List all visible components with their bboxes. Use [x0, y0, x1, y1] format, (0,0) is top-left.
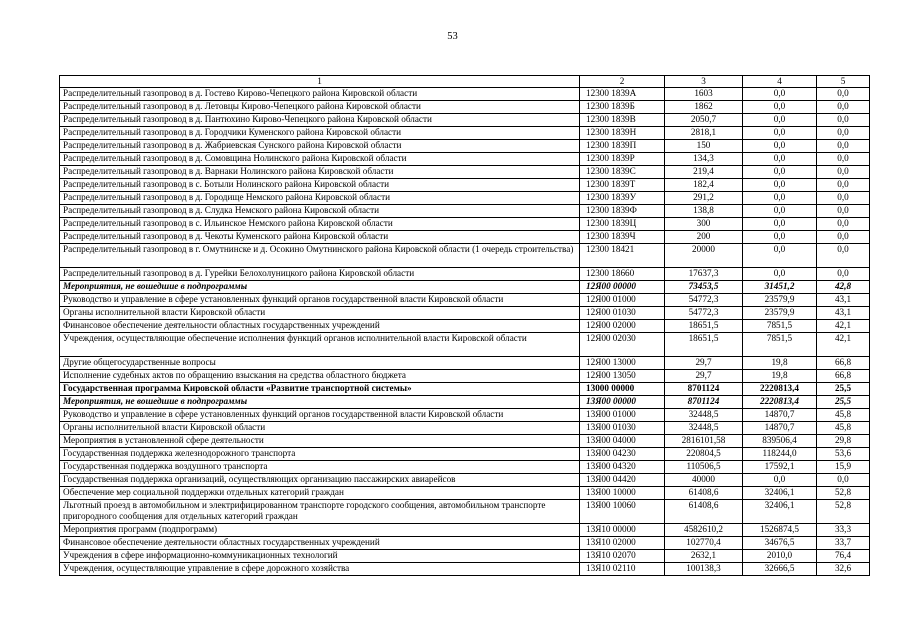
- row-value-col3-cell: 61408,6: [665, 487, 743, 500]
- row-name-cell: Распределительный газопровод в д. Пантюхино Кирово-Чепецкого района Кировской области: [60, 114, 580, 127]
- table-row: [60, 281, 870, 294]
- row-name-cell: Распределительный газопровод в д. Городище Немского района Кировской области: [60, 192, 580, 205]
- row-value-col3-cell: 300: [665, 218, 743, 231]
- row-code-cell: 12Я00 13000: [580, 357, 665, 370]
- row-code-cell: 12300 1839Ч: [580, 231, 665, 244]
- row-code-cell: 13Я00 04420: [580, 474, 665, 487]
- row-name-cell: Распределительный газопровод в д. Гурейки Белохолуницкого района Кировской области: [60, 268, 580, 281]
- row-value-col4-cell: 7851,5: [743, 320, 817, 333]
- table-row: [60, 333, 870, 357]
- row-value-col5-cell: 0,0: [817, 205, 870, 218]
- row-value-col5-cell: 53,6: [817, 448, 870, 461]
- row-value-col5-cell: 0,0: [817, 140, 870, 153]
- row-name-cell: Органы исполнительной власти Кировской области: [60, 307, 580, 320]
- table-row: [60, 357, 870, 370]
- row-value-col5-cell: 0,0: [817, 474, 870, 487]
- row-value-col4-cell: 19,8: [743, 370, 817, 383]
- row-value-col3-cell: 18651,5: [665, 333, 743, 357]
- row-value-col4-cell: 0,0: [743, 114, 817, 127]
- row-value-col4-cell: 32406,1: [743, 487, 817, 500]
- row-name-cell: Другие общегосударственные вопросы: [60, 357, 580, 370]
- row-value-col3-cell: 182,4: [665, 179, 743, 192]
- row-value-col4-cell: 2010,0: [743, 550, 817, 563]
- row-value-col3-cell: 4582610,2: [665, 524, 743, 537]
- row-code-cell: 13Я00 04320: [580, 461, 665, 474]
- row-value-col4-cell: 19,8: [743, 357, 817, 370]
- row-name-cell: Распределительный газопровод в г. Омутнинске и д. Осокино Омутнинского района Кировской области (1 очередь строительства): [60, 244, 580, 268]
- row-value-col4-cell: 0,0: [743, 474, 817, 487]
- row-name-cell: Учреждения, осуществляющие обеспечение исполнения функций органов исполнительной власти Кировской области: [60, 333, 580, 357]
- table-row: [60, 500, 870, 524]
- row-value-col4-cell: 17592,1: [743, 461, 817, 474]
- row-code-cell: 12300 1839Ц: [580, 218, 665, 231]
- row-code-cell: 12Я00 00000: [580, 281, 665, 294]
- row-name-cell: Руководство и управление в сфере установленных функций органов государственной власти Кировской области: [60, 294, 580, 307]
- row-value-col5-cell: 0,0: [817, 88, 870, 101]
- row-code-cell: 13Я00 10000: [580, 487, 665, 500]
- row-value-col3-cell: 8701124: [665, 383, 743, 396]
- row-value-col3-cell: 32448,5: [665, 422, 743, 435]
- row-value-col5-cell: 0,0: [817, 231, 870, 244]
- row-value-col4-cell: 0,0: [743, 166, 817, 179]
- row-code-cell: 13Я00 01030: [580, 422, 665, 435]
- row-code-cell: 12Я00 02000: [580, 320, 665, 333]
- row-code-cell: 13Я10 02070: [580, 550, 665, 563]
- row-value-col4-cell: 839506,4: [743, 435, 817, 448]
- row-name-cell: Распределительный газопровод в с. Ботыли Нолинского района Кировской области: [60, 179, 580, 192]
- table-row: [60, 383, 870, 396]
- row-name-cell: Мероприятия программ (подпрограмм): [60, 524, 580, 537]
- row-value-col5-cell: 32,6: [817, 563, 870, 576]
- table-row: [60, 140, 870, 153]
- row-value-col5-cell: 15,9: [817, 461, 870, 474]
- row-code-cell: 12300 18660: [580, 268, 665, 281]
- row-value-col3-cell: 2816101,58: [665, 435, 743, 448]
- row-name-cell: Распределительный газопровод в д. Чекоты Куменского района Кировской области: [60, 231, 580, 244]
- row-value-col3-cell: 20000: [665, 244, 743, 268]
- table-row: [60, 294, 870, 307]
- row-value-col5-cell: 0,0: [817, 244, 870, 268]
- row-value-col5-cell: 0,0: [817, 268, 870, 281]
- table-row: [60, 474, 870, 487]
- row-value-col3-cell: 29,7: [665, 357, 743, 370]
- row-value-col4-cell: 0,0: [743, 88, 817, 101]
- row-value-col3-cell: 61408,6: [665, 500, 743, 524]
- row-value-col4-cell: 0,0: [743, 218, 817, 231]
- row-value-col4-cell: 2220813,4: [743, 383, 817, 396]
- row-value-col5-cell: 0,0: [817, 166, 870, 179]
- row-value-col5-cell: 29,8: [817, 435, 870, 448]
- row-code-cell: 12300 1839Т: [580, 179, 665, 192]
- row-value-col5-cell: 66,8: [817, 370, 870, 383]
- row-value-col5-cell: 45,8: [817, 422, 870, 435]
- row-name-cell: Распределительный газопровод в д. Гостево Кирово-Чепецкого района Кировской области: [60, 88, 580, 101]
- row-name-cell: Учреждения в сфере информационно-коммуникационных технологий: [60, 550, 580, 563]
- row-value-col3-cell: 2632,1: [665, 550, 743, 563]
- table-row: [60, 218, 870, 231]
- table-row: [60, 537, 870, 550]
- row-name-cell: Распределительный газопровод в д. Городчики Куменского района Кировской области: [60, 127, 580, 140]
- table-row: [60, 88, 870, 101]
- row-code-cell: 12300 1839Н: [580, 127, 665, 140]
- row-name-cell: Государственная программа Кировской области «Развитие транспортной системы»: [60, 383, 580, 396]
- row-value-col3-cell: 219,4: [665, 166, 743, 179]
- row-value-col5-cell: 42,1: [817, 320, 870, 333]
- row-value-col4-cell: 0,0: [743, 179, 817, 192]
- row-value-col5-cell: 0,0: [817, 101, 870, 114]
- table-row: [60, 268, 870, 281]
- row-value-col3-cell: 1862: [665, 101, 743, 114]
- row-value-col4-cell: 7851,5: [743, 333, 817, 357]
- table-row: [60, 244, 870, 268]
- table-row: [60, 127, 870, 140]
- row-value-col3-cell: 102770,4: [665, 537, 743, 550]
- row-name-cell: Льготный проезд в автомобильном и электрифицированном транспорте городского сообщения, автомобильном транспорте пригородного сообщения для отдельных категорий граждан: [60, 500, 580, 524]
- row-value-col4-cell: 1526874,5: [743, 524, 817, 537]
- row-value-col5-cell: 66,8: [817, 357, 870, 370]
- table-row: [60, 448, 870, 461]
- row-value-col5-cell: 0,0: [817, 179, 870, 192]
- row-value-col4-cell: 118244,0: [743, 448, 817, 461]
- row-name-cell: Мероприятия, не вошедшие в подпрограммы: [60, 396, 580, 409]
- row-code-cell: 12300 1839С: [580, 166, 665, 179]
- table-row: [60, 307, 870, 320]
- row-code-cell: 12300 1839В: [580, 114, 665, 127]
- row-value-col4-cell: 0,0: [743, 153, 817, 166]
- row-value-col3-cell: 54772,3: [665, 294, 743, 307]
- table-row: [60, 396, 870, 409]
- table-row: [60, 320, 870, 333]
- row-value-col3-cell: 220804,5: [665, 448, 743, 461]
- row-value-col3-cell: 200: [665, 231, 743, 244]
- table-row: [60, 205, 870, 218]
- row-code-cell: 13Я00 01000: [580, 409, 665, 422]
- row-value-col3-cell: 8701124: [665, 396, 743, 409]
- row-name-cell: Распределительный газопровод в д. Варнаки Нолинского района Кировской области: [60, 166, 580, 179]
- row-value-col4-cell: 14870,7: [743, 422, 817, 435]
- row-value-col4-cell: 23579,9: [743, 307, 817, 320]
- row-value-col3-cell: 17637,3: [665, 268, 743, 281]
- row-value-col5-cell: 33,7: [817, 537, 870, 550]
- row-value-col5-cell: 42,8: [817, 281, 870, 294]
- row-code-cell: 12Я00 01030: [580, 307, 665, 320]
- row-value-col5-cell: 25,5: [817, 396, 870, 409]
- row-code-cell: 12Я00 13050: [580, 370, 665, 383]
- row-value-col5-cell: 52,8: [817, 487, 870, 500]
- row-code-cell: 12300 1839Р: [580, 153, 665, 166]
- row-value-col4-cell: 0,0: [743, 101, 817, 114]
- table-header-row: [60, 76, 870, 88]
- row-value-col3-cell: 2050,7: [665, 114, 743, 127]
- row-name-cell: Органы исполнительной власти Кировской области: [60, 422, 580, 435]
- row-name-cell: Финансовое обеспечение деятельности областных государственных учреждений: [60, 537, 580, 550]
- row-value-col4-cell: 0,0: [743, 231, 817, 244]
- row-code-cell: 12Я00 02030: [580, 333, 665, 357]
- table-row: [60, 524, 870, 537]
- row-value-col4-cell: 0,0: [743, 244, 817, 268]
- row-code-cell: 12300 18421: [580, 244, 665, 268]
- row-code-cell: 13Я00 04230: [580, 448, 665, 461]
- row-code-cell: 12300 1839Ф: [580, 205, 665, 218]
- table-row: [60, 461, 870, 474]
- row-value-col4-cell: 0,0: [743, 140, 817, 153]
- row-code-cell: 12Я00 01000: [580, 294, 665, 307]
- row-value-col3-cell: 18651,5: [665, 320, 743, 333]
- row-value-col5-cell: 43,1: [817, 294, 870, 307]
- row-value-col3-cell: 150: [665, 140, 743, 153]
- row-value-col3-cell: 32448,5: [665, 409, 743, 422]
- row-value-col3-cell: 54772,3: [665, 307, 743, 320]
- row-name-cell: Распределительный газопровод в с. Ильинское Немского района Кировской области: [60, 218, 580, 231]
- page-number: 53: [447, 31, 458, 42]
- column-header-1: 1: [60, 76, 580, 88]
- row-name-cell: Распределительный газопровод в д. Летовцы Кирово-Чепецкого района Кировской области: [60, 101, 580, 114]
- row-value-col5-cell: 25,5: [817, 383, 870, 396]
- table-row: [60, 422, 870, 435]
- table-row: [60, 563, 870, 576]
- row-code-cell: 12300 1839Б: [580, 101, 665, 114]
- column-header-4: 4: [743, 76, 817, 88]
- row-name-cell: Мероприятия, не вошедшие в подпрограммы: [60, 281, 580, 294]
- row-value-col4-cell: 14870,7: [743, 409, 817, 422]
- table-row: [60, 370, 870, 383]
- row-value-col5-cell: 45,8: [817, 409, 870, 422]
- row-value-col3-cell: 138,8: [665, 205, 743, 218]
- row-name-cell: Мероприятия в установленной сфере деятельности: [60, 435, 580, 448]
- row-value-col3-cell: 1603: [665, 88, 743, 101]
- row-name-cell: Финансовое обеспечение деятельности областных государственных учреждений: [60, 320, 580, 333]
- table-row: [60, 166, 870, 179]
- table-row: [60, 179, 870, 192]
- row-value-col3-cell: 40000: [665, 474, 743, 487]
- row-value-col3-cell: 73453,5: [665, 281, 743, 294]
- table-row: [60, 153, 870, 166]
- row-value-col3-cell: 29,7: [665, 370, 743, 383]
- row-value-col5-cell: 0,0: [817, 114, 870, 127]
- row-code-cell: 12300 1839У: [580, 192, 665, 205]
- row-name-cell: Исполнение судебных актов по обращению взыскания на средства областного бюджета: [60, 370, 580, 383]
- column-header-3: 3: [665, 76, 743, 88]
- table-row: [60, 101, 870, 114]
- row-code-cell: 13Я10 00000: [580, 524, 665, 537]
- row-value-col4-cell: 32406,1: [743, 500, 817, 524]
- row-code-cell: 12300 1839П: [580, 140, 665, 153]
- row-value-col5-cell: 0,0: [817, 127, 870, 140]
- row-value-col5-cell: 76,4: [817, 550, 870, 563]
- row-code-cell: 13Я10 02110: [580, 563, 665, 576]
- row-value-col3-cell: 134,3: [665, 153, 743, 166]
- row-value-col4-cell: 0,0: [743, 192, 817, 205]
- row-value-col4-cell: 23579,9: [743, 294, 817, 307]
- row-name-cell: Обеспечение мер социальной поддержки отдельных категорий граждан: [60, 487, 580, 500]
- row-name-cell: Учреждения, осуществляющие управление в сфере дорожного хозяйства: [60, 563, 580, 576]
- row-name-cell: Распределительный газопровод в д. Жабриевская Сунского района Кировской области: [60, 140, 580, 153]
- row-value-col4-cell: 31451,2: [743, 281, 817, 294]
- row-value-col5-cell: 33,3: [817, 524, 870, 537]
- row-name-cell: Государственная поддержка воздушного транспорта: [60, 461, 580, 474]
- row-value-col4-cell: 34676,5: [743, 537, 817, 550]
- row-value-col5-cell: 43,1: [817, 307, 870, 320]
- row-name-cell: Государственная поддержка организаций, осуществляющих организацию пассажирских авиарейсов: [60, 474, 580, 487]
- row-name-cell: Распределительный газопровод в д. Слудка Немского района Кировской области: [60, 205, 580, 218]
- row-code-cell: 13000 00000: [580, 383, 665, 396]
- row-value-col3-cell: 100138,3: [665, 563, 743, 576]
- table-row: [60, 487, 870, 500]
- column-header-2: 2: [580, 76, 665, 88]
- row-value-col4-cell: 0,0: [743, 268, 817, 281]
- row-name-cell: Государственная поддержка железнодорожного транспорта: [60, 448, 580, 461]
- row-code-cell: 13Я00 10060: [580, 500, 665, 524]
- row-code-cell: 13Я00 00000: [580, 396, 665, 409]
- row-value-col5-cell: 52,8: [817, 500, 870, 524]
- row-value-col4-cell: 2220813,4: [743, 396, 817, 409]
- table-row: [60, 409, 870, 422]
- row-name-cell: Распределительный газопровод в д. Сомовщина Нолинского района Кировской области: [60, 153, 580, 166]
- table-row: [60, 550, 870, 563]
- table-row: [60, 231, 870, 244]
- row-value-col3-cell: 2818,1: [665, 127, 743, 140]
- column-header-5: 5: [817, 76, 870, 88]
- row-value-col3-cell: 110506,5: [665, 461, 743, 474]
- row-name-cell: Руководство и управление в сфере установленных функций органов государственной власти Кировской области: [60, 409, 580, 422]
- row-value-col4-cell: 32666,5: [743, 563, 817, 576]
- row-code-cell: 13Я10 02000: [580, 537, 665, 550]
- table-row: [60, 192, 870, 205]
- row-value-col5-cell: 42,1: [817, 333, 870, 357]
- row-value-col4-cell: 0,0: [743, 127, 817, 140]
- budget-table: [59, 75, 870, 576]
- row-code-cell: 12300 1839А: [580, 88, 665, 101]
- row-value-col5-cell: 0,0: [817, 192, 870, 205]
- row-code-cell: 13Я00 04000: [580, 435, 665, 448]
- row-value-col5-cell: 0,0: [817, 153, 870, 166]
- row-value-col3-cell: 291,2: [665, 192, 743, 205]
- table-row: [60, 435, 870, 448]
- table-row: [60, 114, 870, 127]
- row-value-col5-cell: 0,0: [817, 218, 870, 231]
- row-value-col4-cell: 0,0: [743, 205, 817, 218]
